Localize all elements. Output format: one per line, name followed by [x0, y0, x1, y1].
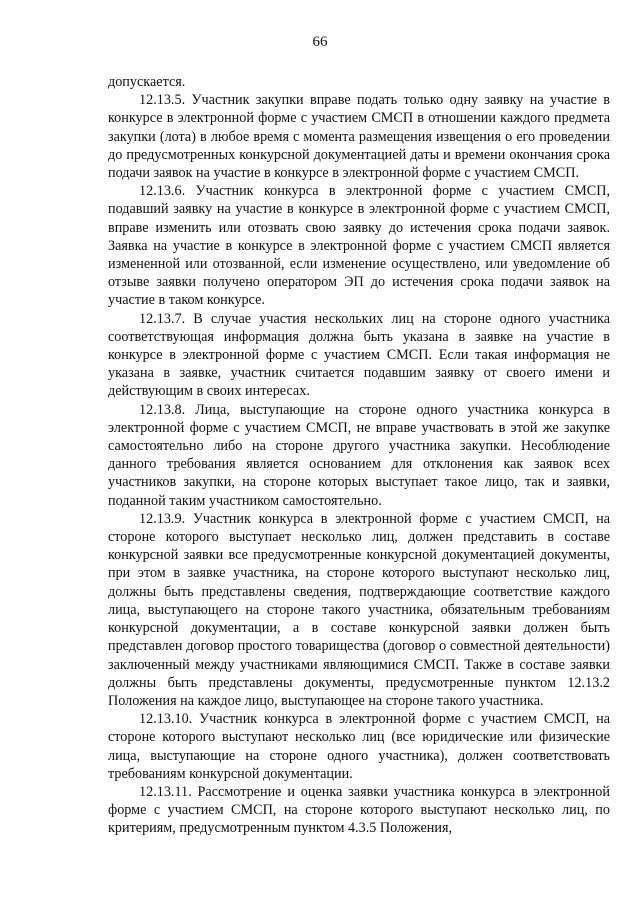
document-body	[108, 73, 610, 838]
paragraph-12-13-6: 12.13.6. Участник конкурса в электронной форме с участием СМСП, подавший заявку на участие в конкурсе в электронной форме с участием СМСП, вправе изменить или отозвать свою заявку до истечения срока подачи заявок. Заявка на участие в конкурсе в электронной форме с участием СМСП является измененной или отозванной, если изменение осуществлено, или уведомление об отзыве заявки получено оператором ЭП до истечения срока подачи заявок на участие в таком конкурсе.	[108, 183, 610, 309]
paragraph-12-13-10: 12.13.10. Участник конкурса в электронной форме с участием СМСП, на стороне которого выступают несколько лиц (все юридические или физические лица, выступающие на стороне одного участника), должен соответствовать требованиям конкурсной документации.	[108, 711, 610, 782]
paragraph-12-13-5: 12.13.5. Участник закупки вправе подать только одну заявку на участие в конкурсе в электронной форме с участием СМСП в отношении каждого предмета закупки (лота) в любое время с момента размещения извещения о его проведении до предусмотренных конкурсной документацией даты и времени окончания срока подачи заявок на участие в конкурсе в электронной форме с участием СМСП.	[108, 92, 610, 182]
page-number: 66	[312, 34, 328, 50]
paragraph-continuation: допускается.	[108, 74, 186, 90]
paragraph-12-13-8: 12.13.8. Лица, выступающие на стороне одного участника конкурса в электронной форме с участием СМСП, не вправе участвовать в этой же закупке самостоятельно либо на стороне другого участника закупки. Несоблюдение данного требования является основанием для отклонения как заявок всех участников закупки, на стороне которых выступает такое лицо, так и заявки, поданной таким участником самостоятельно.	[108, 401, 610, 509]
paragraph-12-13-9: 12.13.9. Участник конкурса в электронной форме с участием СМСП, на стороне которого выступает несколько лиц, должен представить в составе конкурсной заявки все предусмотренные конкурсной документацией документы, при этом в заявке участника, на стороне которого выступают несколько лиц, должны быть представлены сведения, подтверждающие соответствие каждого лица, выступающего на стороне такого участника, обязательным требованиям конкурсной документации, а в составе конкурсной заявки должен быть представлен договор простого товарищества (договор о совместной деятельности) заключенный между участниками являющимися СМСП. Также в составе заявки должны быть представлены документы, предусмотренные пунктом 12.13.2 Положения на каждое лицо, выступающее на стороне такого участника.	[108, 510, 610, 709]
paragraph-12-13-7: 12.13.7. В случае участия нескольких лиц на стороне одного участника соответствующая информация должна быть указана в заявке на участие в конкурсе в электронной форме с участием СМСП. Если такая информация не указана в заявке, участник считается подавшим заявку от своего имени и действующим в своих интересах.	[108, 310, 610, 400]
paragraph-12-13-11: 12.13.11. Рассмотрение и оценка заявки участника конкурса в электронной форме с участием СМСП, на стороне которого выступают несколько лиц, по критериям, предусмотренным пунктом 4.3.5 Положения,	[108, 783, 610, 837]
